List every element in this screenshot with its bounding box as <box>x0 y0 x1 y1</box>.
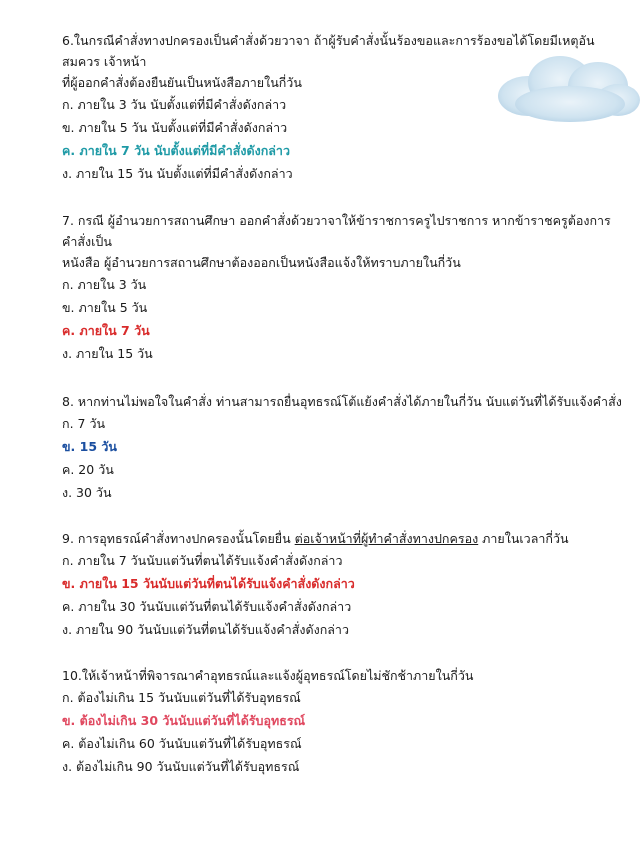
choice-a: ก. ภายใน 3 วัน นับตั้งแต่ที่มีคำสั่งดังกล่าว <box>62 97 287 112</box>
choice-a: ก. ภายใน 3 วัน <box>62 277 147 292</box>
question-8 <box>62 391 622 504</box>
question-text-start: 9. การอุทธรณ์คำสั่งทางปกครองนั้นโดยยื่น <box>62 531 295 546</box>
choice-d: ง. ภายใน 15 วัน นับตั้งแต่ที่มีคำสั่งดังกล่าว <box>62 166 293 181</box>
choice-a: ก. 7 วัน <box>62 416 106 431</box>
choice-c: ค. 20 วัน <box>62 462 114 477</box>
choice-c: ค. ภายใน 30 วันนับแต่วันที่ตนได้รับแจ้งคำสั่งดังกล่าว <box>62 599 352 614</box>
question-text: 6.ในกรณีคำสั่งทางปกครองเป็นคำสั่งด้วยวาจา ถ้าผู้รับคำสั่งนั้นร้องขอและการร้องขอได้โดยมีเหตุอันสมควร เจ้าหน้า <box>62 33 595 69</box>
question-text: หนังสือ ผู้อำนวยการสถานศึกษาต้องออกเป็นหนังสือแจ้งให้ทราบภายในกี่วัน <box>62 255 461 270</box>
question-text-end: ภายในเวลากี่วัน <box>478 531 569 546</box>
choice-d: ง. 30 วัน <box>62 485 112 500</box>
question-text <box>62 528 622 549</box>
question-text: 8. หากท่านไม่พอใจในคำสั่ง ท่านสามารถยื่นอุทธรณ์โต้แย้งคำสั่งได้ภายในกี่วัน นับแต่วันที่ได้รับแจ้งคำสั่ง <box>62 394 622 409</box>
choice-c: ค. ต้องไม่เกิน 60 วันนับแต่วันที่ได้รับอุทธรณ์ <box>62 736 302 751</box>
choice-b: ข. ภายใน 5 วัน นับตั้งแต่ที่มีคำสั่งดังกล่าว <box>62 120 288 135</box>
choice-c-answer: ค. ภายใน 7 วัน นับตั้งแต่ที่มีคำสั่งดังกล่าว <box>62 143 290 158</box>
question-9 <box>62 528 622 641</box>
question-10 <box>62 665 622 778</box>
question-text: 7. กรณี ผู้อำนวยการสถานศึกษา ออกคำสั่งด้วยวาจาให้ข้าราชการครูไปราชการ หากข้าราชครูต้องการคำสั่งเป็น <box>62 213 611 249</box>
choice-a: ก. ภายใน 7 วันนับแต่วันที่ตนได้รับแจ้งคำสั่งดังกล่าว <box>62 553 343 568</box>
question-text: ที่ผู้ออกคำสั่งต้องยืนยันเป็นหนังสือภายในกี่วัน <box>62 75 302 90</box>
quiz-page <box>62 30 622 778</box>
choice-b: ข. ภายใน 5 วัน <box>62 300 148 315</box>
choice-a: ก. ต้องไม่เกิน 15 วันนับแต่วันที่ได้รับอุทธรณ์ <box>62 690 301 705</box>
question-7 <box>62 210 622 365</box>
choice-b-answer: ข. ภายใน 15 วันนับแต่วันที่ตนได้รับแจ้งคำสั่งดังกล่าว <box>62 576 355 591</box>
choice-b-answer: ข. 15 วัน <box>62 439 117 454</box>
question-text-underlined: ต่อเจ้าหน้าที่ผู้ทำคำสั่งทางปกครอง <box>294 531 479 546</box>
question-6 <box>62 30 622 185</box>
question-text: 10.ให้เจ้าหน้าที่พิจารณาคำอุทธรณ์และแจ้งผู้อุทธรณ์โดยไม่ชักช้าภายในกี่วัน <box>62 668 474 683</box>
choice-d: ง. ภายใน 15 วัน <box>62 346 153 361</box>
choice-d: ง. ภายใน 90 วันนับแต่วันที่ตนได้รับแจ้งคำสั่งดังกล่าว <box>62 622 349 637</box>
choice-b-answer: ข. ต้องไม่เกิน 30 วันนับแต่วันที่ได้รับอุทธรณ์ <box>62 713 306 728</box>
choice-c-answer: ค. ภายใน 7 วัน <box>62 323 150 338</box>
choice-d: ง. ต้องไม่เกิน 90 วันนับแต่วันที่ได้รับอุทธรณ์ <box>62 759 300 774</box>
